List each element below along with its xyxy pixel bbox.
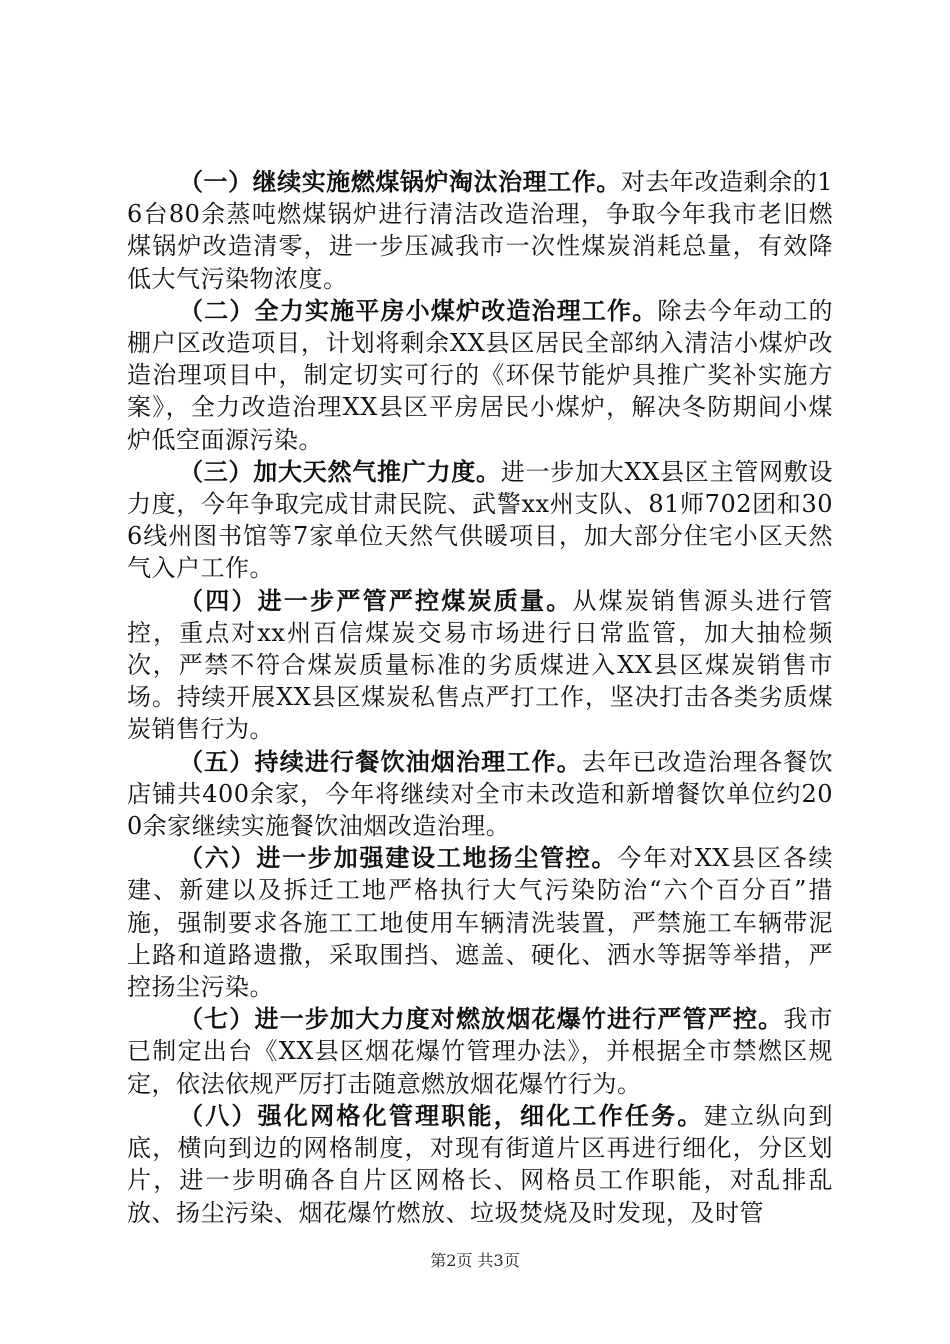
paragraph-text: 建立纵向到底，横向到边的网格制度，对现有街道片区再进行细化，分区划片，进一步明确各自片区网格长、网格员工作职能，对乱排乱放、扬尘污染、烟花爆竹燃放、垃圾焚烧及时发现，及时管 xyxy=(127,1101,834,1227)
paragraph-3 xyxy=(127,456,833,585)
paragraph-6 xyxy=(127,842,833,1003)
paragraph-1 xyxy=(127,166,833,295)
paragraph-5 xyxy=(127,746,833,843)
paragraph-text: 进一步加大XX县区主管网敷设力度，今年争取完成甘肃民院、武警xx州支队、81师702团和306线州图书馆等7家单位天然气供暖项目，加大部分住宅小区天然气入户工作。 xyxy=(127,457,834,583)
paragraph-7 xyxy=(127,1003,833,1100)
paragraph-text: 从煤炭销售源头进行管控，重点对xx州百信煤炭交易市场进行日常监管，加大抽检频次，严禁不符合煤炭质量标准的劣质煤进入XX县区煤炭销售市场。持续开展XX县区煤炭私售点严打工作，坚决打击各类劣质煤炭销售行为。 xyxy=(127,586,833,744)
page-number-footer: 第2页 共3页 xyxy=(430,1251,520,1270)
paragraph-heading: （一）继续实施燃煤锅炉淘汰治理工作。 xyxy=(179,167,621,196)
paragraph-heading: （六）进一步加强建设工地扬尘管控。 xyxy=(179,843,618,873)
paragraph-heading: （七）进一步加大力度对燃放烟花爆竹进行严管严控。 xyxy=(179,1004,784,1034)
paragraph-heading: （三）加大天然气推广力度。 xyxy=(179,456,501,486)
paragraph-heading: （四）进一步严管严控煤炭质量。 xyxy=(179,585,573,615)
paragraph-8 xyxy=(127,1100,833,1229)
document-body xyxy=(127,166,833,1229)
paragraph-heading: （五）持续进行餐饮油烟治理工作。 xyxy=(179,746,582,776)
paragraph-text: 今年对XX县区各续建、新建以及拆迁工地严格执行大气污染防治“六个百分百”措施，强制要求各施工工地使用车辆清洗装置，严禁施工车辆带泥上路和道路遗撒，采取围挡、遮盖、硬化、洒水等据等举措，严控扬尘污染。 xyxy=(127,844,834,1002)
paragraph-heading: （八）强化网格化管理职能，细化工作任务。 xyxy=(179,1100,704,1130)
paragraph-4 xyxy=(127,585,833,746)
paragraph-text: 去年已改造治理各餐饮店铺共400余家，今年将继续对全市未改造和新增餐饮单位约200余家继续实施餐饮油烟改造治理。 xyxy=(127,747,834,841)
paragraph-heading: （二）全力实施平房小煤炉改造治理工作。 xyxy=(179,295,658,325)
paragraph-text: 对去年改造剩余的16台80余蒸吨燃煤锅炉进行清洁改造治理，争取今年我市老旧燃煤锅炉改造清零，进一步压减我市一次性煤炭消耗总量，有效降低大气污染物浓度。 xyxy=(127,168,833,293)
paragraph-text: 除去今年动工的棚户区改造项目，计划将剩余XX县区居民全部纳入清洁小煤炉改造治理项目中，制定切实可行的《环保节能炉具推广奖补实施方案》，全力改造治理XX县区平房居民小煤炉，解决冬防期间小煤炉低空面源污染。 xyxy=(127,296,834,454)
paragraph-text: 我市已制定出台《XX县区烟花爆竹管理办法》，并根据全市禁燃区规定，依法依规严厉打击随意燃放烟花爆竹行为。 xyxy=(127,1005,834,1098)
paragraph-2 xyxy=(127,295,833,456)
